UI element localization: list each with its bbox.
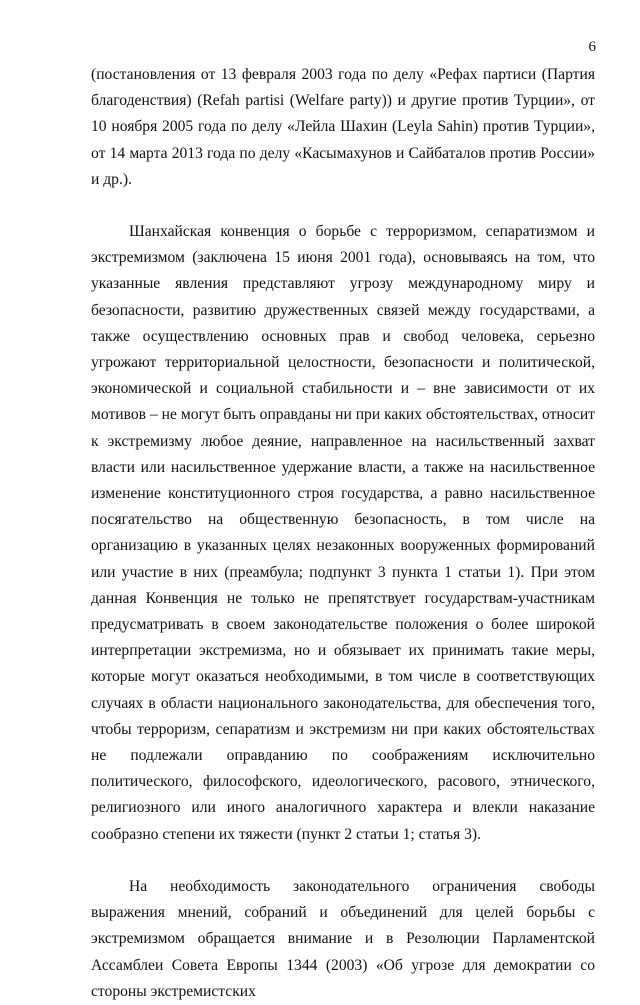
page-number: 6 bbox=[588, 39, 596, 55]
document-body bbox=[91, 62, 595, 1005]
paragraph-pace-resolution: На необходимость законодательного ограничения свободы выражения мнений, собраний и объединений для целей борьбы с экстремизмом обращается внимание и в Резолюции Парламентской Ассамблеи Совета Европы 1344 (2003) «Об угрозе для демократии со стороны экстремистских bbox=[91, 877, 595, 1000]
paragraph-shanghai-convention: Шанхайская конвенция о борьбе с терроризмом, сепаратизмом и экстремизмом (заключена 15 июня 2001 года), основываясь на том, что указанные явления представляют угрозу международному миру и безопасности, развитию дружественных связей между государствами, а также осуществлению основных прав и свобод человека, серьезно угрожают территориальной целостности, безопасности и политической, экономической и социальной стабильности и – вне зависимости от их мотивов – не могут быть оправданы ни при каких обстоятельствах, относит к экстремизму любое деяние, направленное на насильственный захват власти или насильственное удержание власти, а также на насильственное изменение конституционного строя государства, а равно насильственное посягательство на общественную безопасность, в том числе на организацию в указанных целях незаконных вооруженных формирований или участие в них (преамбула; подпункт 3 пункта 1 статьи 1). При этом данная Конвенция не только не препятствует государствам-участникам предусматривать в своем законодательстве положения о более широкой интерпретации экстремизма, но и обязывает их принимать такие меры, которые могут оказаться необходимыми, в том числе в соответствующих случаях в области национального законодательства, для обеспечения того, чтобы терроризм, сепаратизм и экстремизм ни при каких обстоятельствах не подлежали оправданию по соображениям исключительно политического, философского, идеологического, расового, этнического, религиозного или иного аналогичного характера и влекли наказание сообразно степени их тяжести (пункт 2 статьи 1; статья 3). bbox=[91, 223, 595, 843]
paragraph-continuation: (постановления от 13 февраля 2003 года по делу «Рефах партиси (Партия благоденствия) (Refah partisi (Welfare party)) и другие против Турции», от 10 ноября 2005 года по делу «Лейла Шахин (Leyla Sahin) против Турции», от 14 марта 2013 года по делу «Касымахунов и Сайбаталов против России» и др.). bbox=[91, 66, 595, 188]
